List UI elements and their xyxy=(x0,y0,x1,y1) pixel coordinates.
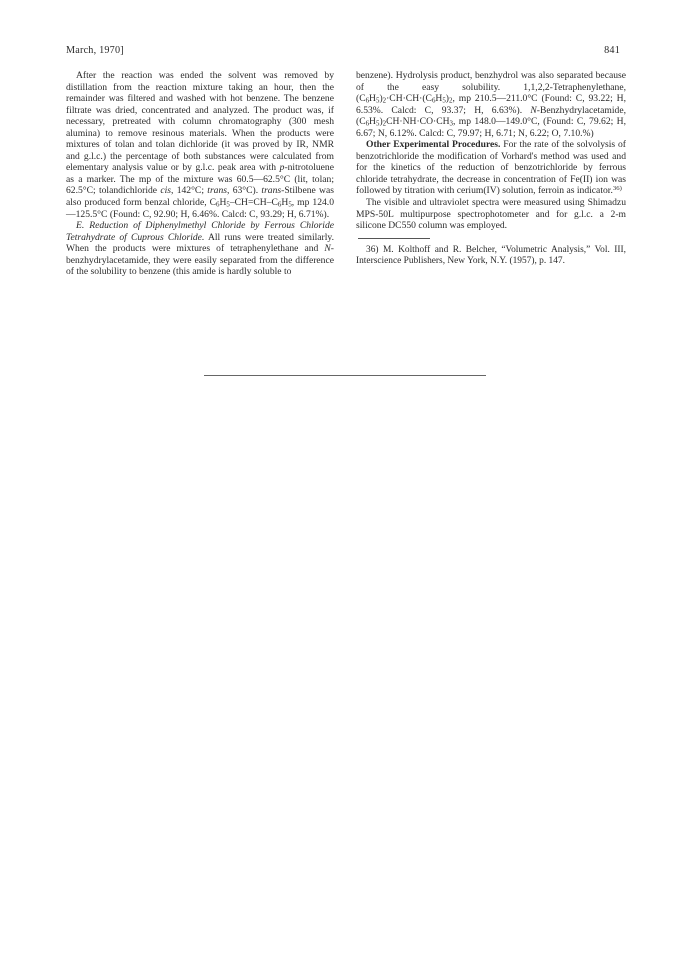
paragraph-spectra: The visible and ultraviolet spectra were measured using Shimadzu MPS-50L multipurpose spectrophotometer and for g.l.c. a 2-m silicone DC550 column was employed. xyxy=(356,197,626,232)
paragraph-continued: benzene). Hydrolysis product, benzhydrol was also separated because of the easy solubility. 1,1,2,2-Tetraphenylethane, $(C_6H_5)_2\cdot CH\cdot CH\cdot(C_6H_5)_2$, mp 210.5—211.0°C (Found: C, 93.22; H, 6.53%. Calcd: C, 93.37; H, 6.63%). N-Benzhydrylacetamide, $(C_6H_5)_2CH\cdot NH\cdot CO\cdot CH_3$, mp 148.0—149.0°C, (Found: C, 79.62; H, 6.67; N, 6.12%. Calcd: C, 79.97; H, 6.71; N, 6.22; O, 7.10.%) xyxy=(356,70,626,139)
running-header xyxy=(66,45,622,59)
paragraph-other-procedures: Other Experimental Procedures. For the rate of the solvolysis of benzotrichloride the modification of Vorhard's method was used and for the kinetics of the reduction of benzotrichloride by ferrous chloride tetrahydrate, the decrease in concentration of Fe(II) ion was followed by titration with cerium(IV) solution, ferroin as indicator.$^{36)}$ xyxy=(356,139,626,197)
end-of-text-rule xyxy=(204,375,486,376)
page-number: 841 xyxy=(604,45,620,56)
left-column xyxy=(66,70,334,278)
section-e-title: E. Reduction of Diphenylmethyl Chloride by Ferrous Chloride Tetrahydrate of Cuprous Chloride. xyxy=(66,220,334,243)
section-heading: Other Experimental Procedures. xyxy=(366,139,501,151)
paragraph-section-e: E. Reduction of Diphenylmethyl Chloride by Ferrous Chloride Tetrahydrate of Cuprous Chloride. All runs were treated similarly. When the products were mixtures of tetraphenylethane and N-benzhydrylacetamide, they were easily separated from the difference of the solubility to benzene (this amide is hardly soluble to xyxy=(66,220,334,278)
footnote-36: 36) M. Kolthoff and R. Belcher, “Volumetric Analysis,” Vol. III, Interscience Publishers, New York, N.Y. (1957), p. 147. xyxy=(356,244,626,267)
paragraph-procedure: After the reaction was ended the solvent was removed by distillation from the reaction mixture taking an hour, then the remainder was filtered and washed with hot benzene. The benzene filtrate was dried, concentrated and analyzed. The product was, if necessary, pretreated with column chromatography (300 mesh alumina) to remove resinous materials. When the products were mixtures of tolan and tolan dichloride (it was proved by IR, NMR and g.l.c.) the percentage of both substances were calculated from elementary analysis value or by g.l.c. peak area with p-nitrotoluene as a marker. The mp of the mixture was 60.5—62.5°C (lit, tolan; 62.5°C; tolandichloride cis, 142°C; trans, 63°C). trans-Stilbene was also produced form benzal chloride, $C_6H_5-CH=CH-C_6H_5$, mp 124.0—125.5°C (Found: C, 92.90; H, 6.46%. Calcd: C, 93.29; H, 6.71%). xyxy=(66,70,334,220)
footnote-divider xyxy=(358,238,430,239)
right-column xyxy=(356,70,626,268)
reference-marker: 36) xyxy=(612,185,622,193)
issue-date: March, 1970] xyxy=(66,45,124,56)
